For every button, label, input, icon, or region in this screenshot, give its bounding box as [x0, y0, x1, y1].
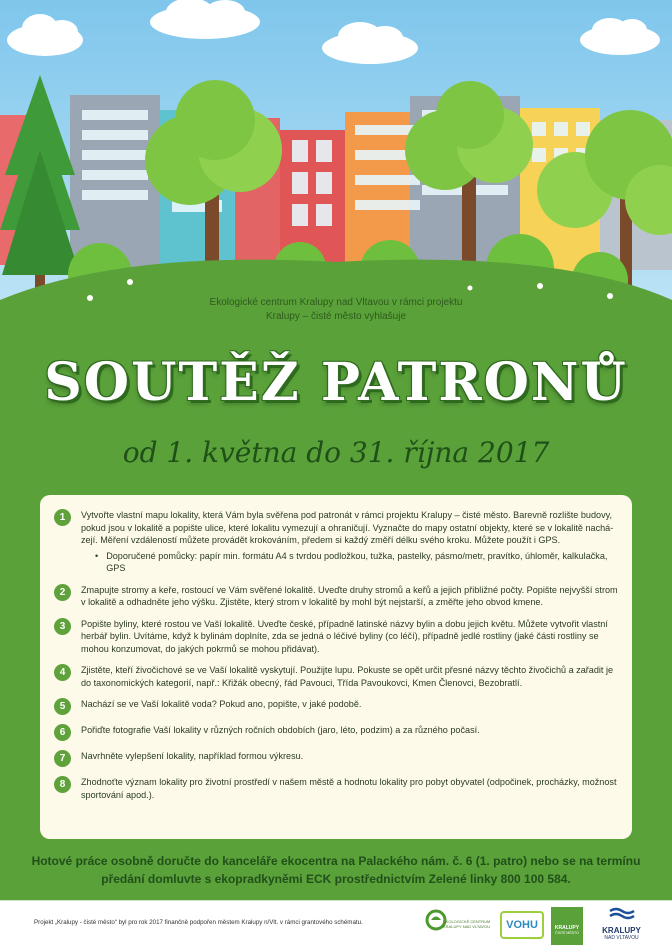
task-number: 1	[54, 509, 71, 526]
tasks-panel	[40, 495, 632, 839]
task-subtext: Doporučené pomůcky: papír min. formátu A4 s tvrdou podložkou, tužka, pastelky, pásmo/metr, pravítko, úhloměr, kalkulačka, GPS	[106, 550, 608, 573]
submission-line-2: předání domluvte s ekopradkyněmi ECK prostřednictvím Zelené linky 800 100 584.	[101, 872, 571, 886]
vohu-logo-text: VOHU	[506, 919, 538, 931]
vohu-logo	[500, 911, 544, 939]
sponsor-text: Projekt „Kralupy - čisté město“ byl pro rok 2017 finančně podpořen městem Kralupy n/Vlt. v rámci grantového schématu.	[34, 919, 363, 926]
task-text: Zjistěte, kteří živočichové se ve Vaší lokalitě vyskytují. Použijte lupu. Pokuste se opět určit přesné názvy těchto živočichů a zařadit je do taxonomických kategorií, např.: Křižák obecný, řád Pavouci, Třída Pavoukovci, Kmen Členovci, Bezobratlí.	[81, 665, 614, 688]
task-number: 8	[54, 776, 71, 793]
list-item	[54, 750, 618, 767]
task-number: 3	[54, 618, 71, 635]
task-number: 4	[54, 664, 71, 681]
intro-line-2: Kralupy – čisté město vyhlašuje	[265, 311, 407, 322]
list-item	[54, 698, 618, 715]
list-item	[54, 509, 618, 575]
task-text: Popište byliny, které rostou ve Vaší lokalitě. Uveďte české, případně latinské názvy bylin a dobu jejich květu. Můžete vytvořit vlastní herbář bylin. Uvítáme, když k bylinám doplníte, zda se jedná o léčivé byliny (co léčí), případně jedlé rostliny (jaké části rostliny se mohou konzumovat, do jakých pokrmů se mohou přidávat).	[81, 618, 608, 654]
eck-logo-line-2: KRALUPY NAD VLTAVOU	[443, 924, 491, 929]
kralupy-cisto-logo	[551, 907, 583, 945]
date-range: od 1. května do 31. října 2017	[122, 436, 550, 469]
task-text: Navrhněte vylepšení lokality, například formou výkresu.	[81, 751, 304, 761]
page-title: SOUTĚŽ PATRONŮ	[44, 352, 628, 413]
kcm-logo-line-1: KRALUPY	[554, 925, 580, 931]
submission-note	[24, 852, 648, 888]
city-logo	[594, 907, 649, 941]
list-item	[54, 724, 618, 741]
eck-logo-line-1: EKOLOGICKÉ CENTRUM	[443, 919, 491, 924]
submission-line-1: Hotové práce osobně doručte do kanceláře ekocentra na Palackého nám. č. 6 (1. patro) nebo se na termínu	[31, 854, 641, 868]
task-text: Zhodnoťte význam lokality pro životní prostředí v našem městě a hodnotu lokality pro pobyt obyvatel (odpočinek, procházky, možnost sportování apod.).	[81, 777, 617, 800]
list-item	[54, 584, 618, 609]
task-text: Pořiďte fotografie Vaší lokality v různých ročních obdobích (jaro, léto, podzim) a za různého počasí.	[81, 725, 480, 735]
list-item	[54, 776, 618, 801]
intro-text	[0, 296, 672, 324]
list-item	[54, 664, 618, 689]
city-logo-line-2: NAD VLTAVOU	[604, 935, 639, 941]
task-text: Zmapujte stromy a keře, rostoucí ve Vám svěřené lokalitě. Uveďte druhy stromů a keřů a jejich přibližné počty. Popište nejvyšší strom v lokalitě a odhadněte jeho výšku. Zjistěte, který strom v lokalitě by mohl být nejstarší, a změřte jeho obvod kmene.	[81, 584, 618, 607]
sponsor-bar	[0, 900, 672, 950]
task-number: 7	[54, 750, 71, 767]
bullet-icon: •	[95, 550, 99, 561]
task-text: Nachází se ve Vaší lokalitě voda? Pokud ano, popište, v jaké podobě.	[81, 699, 362, 709]
intro-line-1: Ekologické centrum Kralupy nad Vltavou v rámci projektu	[209, 297, 463, 308]
list-item	[54, 618, 618, 656]
task-number: 5	[54, 698, 71, 715]
task-number: 2	[54, 584, 71, 601]
wave-icon	[609, 907, 635, 921]
city-logo-line-1: KRALUPY	[602, 926, 641, 935]
task-number: 6	[54, 724, 71, 741]
task-text: Vytvořte vlastní mapu lokality, která Vám byla svěřena pod patronát v rámci projektu Kralupy – čisté město. Barevně rozlište budovy, pokud jsou v lokalitě a popište ulice, které lokalitu vymezují a ohraničují. Vyznačte do mapy ostatní objekty, které se v lokalitě nachá- zejí. Měření vzdáleností můžete provádět krokováním, předem si každý změří délku svého kroku. Můžete použít i GPS.	[81, 510, 614, 545]
kcm-logo-line-2: ČISTÉ MĚSTO	[555, 931, 579, 935]
